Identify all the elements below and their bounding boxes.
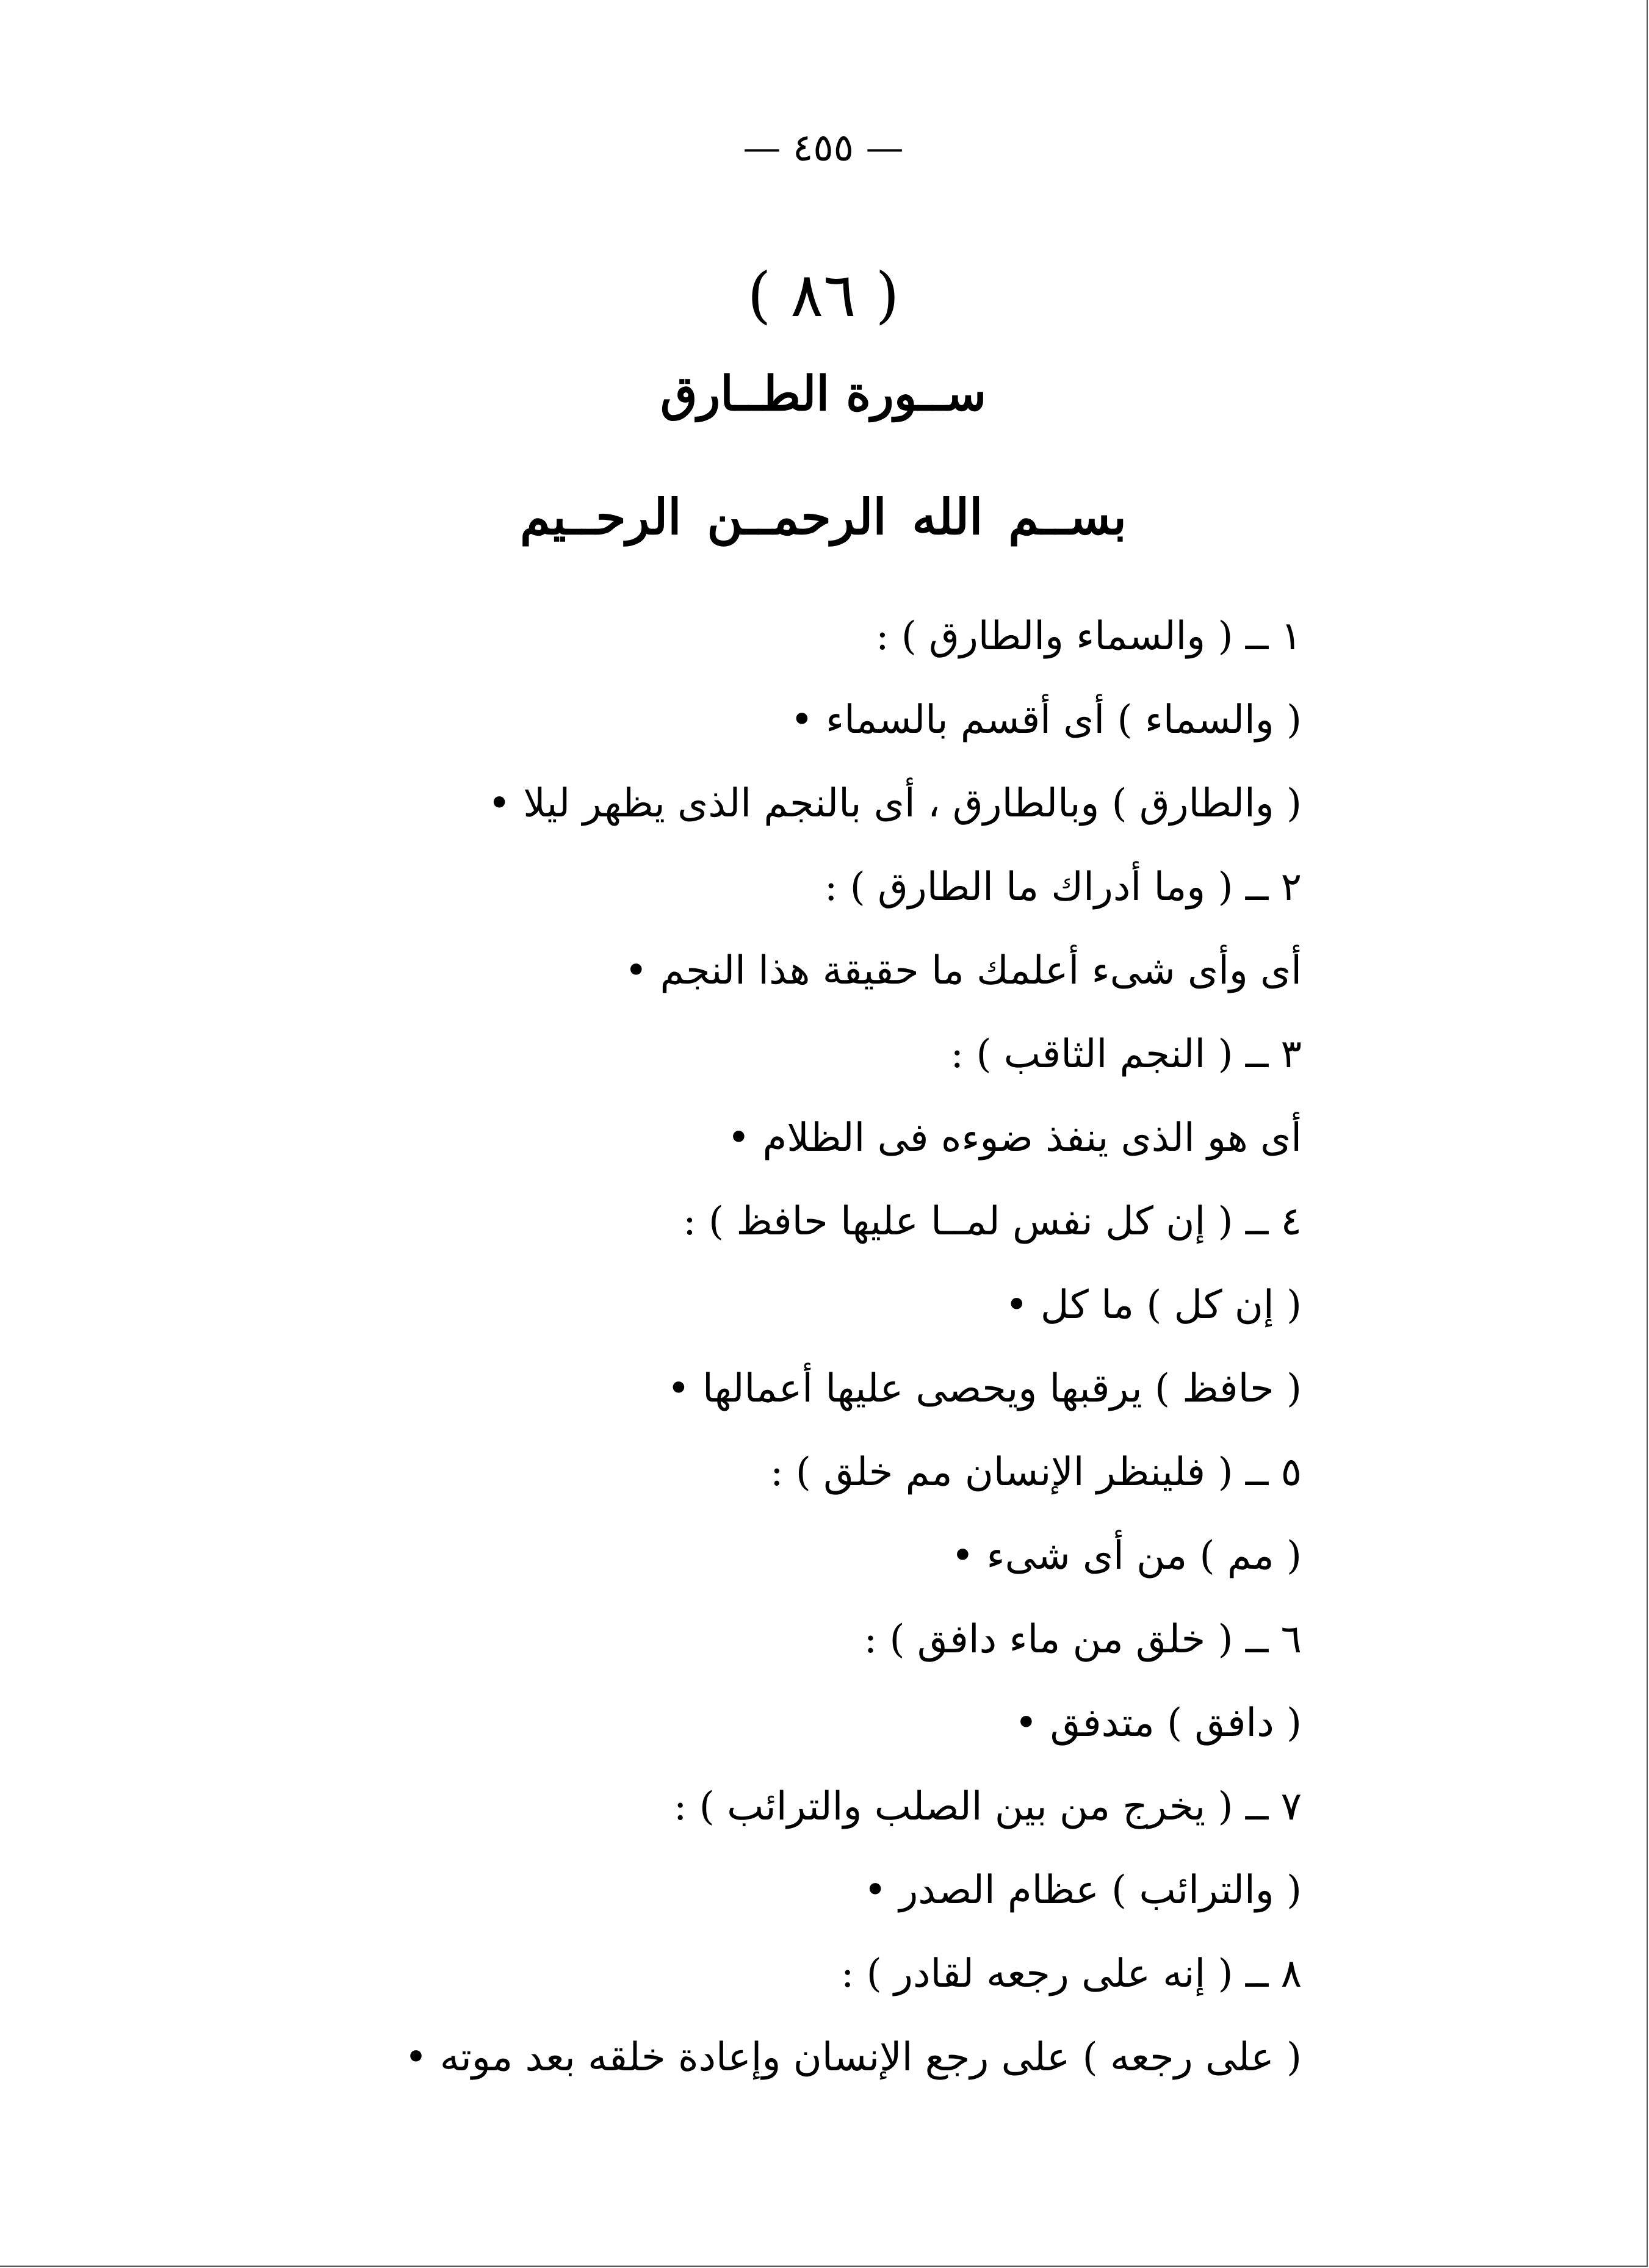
text-line: أى وأى شىء أعلمك ما حقيقة هذا النجم • bbox=[624, 948, 1302, 993]
text-line: ( على رجعه ) على رجع الإنسان وإعادة خلقه بعد موته • bbox=[404, 2035, 1302, 2080]
text-line: ٤ ــ ( إن كل نفس لمــا عليها حافظ ) : bbox=[683, 1199, 1302, 1244]
text-line: ١ ــ ( والسماء والطارق ) : bbox=[875, 614, 1302, 659]
text-line: ( إن كل ) ما كل • bbox=[1005, 1283, 1302, 1328]
surah-number: ( ٨٦ ) bbox=[747, 259, 900, 331]
text-line: أى هو الذى ينفذ ضوءه فى الظلام • bbox=[727, 1115, 1302, 1161]
text-line: ٢ ــ ( وما أدراك ما الطارق ) : bbox=[824, 865, 1302, 910]
text-line: ٨ ــ ( إنه على رجعه لقادر ) : bbox=[840, 1951, 1302, 1996]
basmala: بســم الله الرحمــن الرحــيم bbox=[520, 488, 1127, 545]
text-line: ( دافق ) متدفق • bbox=[1014, 1701, 1302, 1746]
text-line: ( والسماء ) أى أقسم بالسماء • bbox=[790, 697, 1302, 743]
text-line: ٥ ــ ( فلينظر الإنسان مم خلق ) : bbox=[770, 1450, 1302, 1495]
page-number: — ٤٥٥ — bbox=[743, 125, 904, 170]
commentary-body bbox=[142, 595, 1302, 2100]
text-line: ٧ ــ ( يخرج من بين الصلب والترائب ) : bbox=[673, 1784, 1302, 1829]
text-line: ( مم ) من أى شىء • bbox=[951, 1533, 1302, 1579]
text-line: ( حافظ ) يرقبها ويحصى عليها أعمالها • bbox=[666, 1366, 1302, 1411]
text-line: ٦ ــ ( خلق من ماء دافق ) : bbox=[864, 1617, 1302, 1662]
text-line: ( والطارق ) وبالطارق ، أى بالنجم الذى يظهر ليلا • bbox=[488, 781, 1302, 826]
text-line: ٣ ــ ( النجم الثاقب ) : bbox=[950, 1032, 1302, 1077]
text-line: ( والترائب ) عظام الصدر • bbox=[864, 1868, 1302, 1913]
surah-title: ســورة الطــارق bbox=[660, 366, 987, 422]
